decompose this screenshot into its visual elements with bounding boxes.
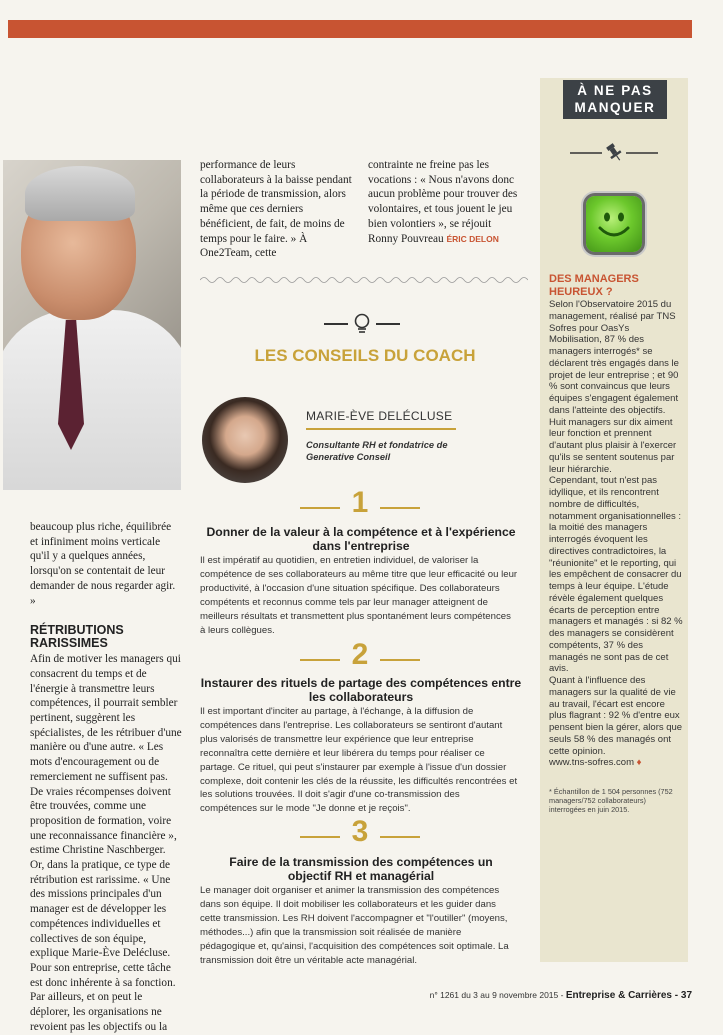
sidebar-tag-line1: À NE PAS: [577, 83, 653, 98]
section-1-rule-right: [380, 507, 420, 509]
sidebar-paragraph-1: Selon l'Observatoire 2015 du management, réalisé par TNS Sofres pour OasYs Mobilisation, 87 % des managers interrogés* se déclarent très engagés dans le projet de leur entreprise ; et 90 % sont convaincus que leurs équipes s'engagent également dans l'atteinte des objectifs.: [549, 299, 679, 416]
section-2-rule-left: [300, 659, 340, 661]
manager-photo: [3, 160, 181, 490]
section-3-body: Le manager doit organiser et animer la transmission des compétences dans son équipe. Il doit mobiliser les collaborateurs et les guider dans cette transmission. Les RH doivent l'accompagner et "l'outiller" (moyens, méthodes...) afin que la transmission soit réalisée de manière pédagogique et, qu'ainsi, l'acquisition des compétences soit optimale. La transmission doit être un véritable acte managérial.: [200, 885, 509, 966]
section-3-rule-right: [380, 836, 420, 838]
wavy-divider: [200, 274, 528, 286]
coach-name: MARIE-ÈVE DELÉCLUSE: [306, 409, 453, 423]
section-2-body: Il est important d'inciter au partage, à l'échange, à la diffusion de compétences dans l'entreprise. Les collaborateurs se sentiront d'autant plus valorisés de transmettre leur expérience que leur entreprise reconnaîtra cette dernière et leur libérera du temps pour réaliser ce partage. Ce rituel, qui peut s'instaurer par exemple à l'issue d'un dossier complexe, doit contenir les clés de la réussite, les difficultés rencontrées et les solutions trouvées. Il doit s'agir d'une co-transmission des compétences sur le mode "Je donne et je reçois".: [200, 706, 518, 815]
sidebar-heading: DES MANAGERS HEUREUX ?: [549, 273, 639, 298]
sidebar-link[interactable]: www.tns-sofres.com: [549, 757, 634, 769]
sidebar-tag: [563, 80, 667, 119]
section-1-number: 1: [351, 486, 369, 519]
footer-brand: Entreprise & Carrières - 37: [565, 990, 692, 1001]
coach-portrait: [202, 397, 288, 483]
coach-role: Consultante RH et fondatrice de Generative Conseil: [306, 440, 448, 462]
left-intro: beaucoup plus riche, équilibrée et infiniment moins verticale qu'il y a quelques années, lorsqu'on se contentait de leur demander de nous regarder agir. »: [30, 521, 176, 607]
section-1-body: Il est impératif au quotidien, en entretien individuel, de valoriser la compétence de ses collaborateurs au même titre que leur efficacité ou leur productivité, à l'occasion d'une situation spécifique. Des collaborateurs compétents et reconnus comme tels par leur manager atteignent de meilleurs résultats et transmettent plus spontanément leurs compétences à leurs collègues.: [200, 555, 518, 636]
author-byline: ÉRIC DELON: [446, 233, 499, 244]
sidebar-tag-line2: MANQUER: [574, 100, 656, 115]
left-heading: RÉTRIBUTIONS RARISSIMES: [30, 623, 124, 651]
section-3-number: 3: [351, 815, 369, 848]
top-column-2: [368, 158, 520, 246]
top-color-bar: [8, 20, 692, 38]
section-2-title: Instaurer des rituels de partage des compétences entre les collaborateurs: [200, 676, 522, 704]
page-footer: [420, 990, 692, 1001]
sidebar-body: Selon l'Observatoire 2015 du management, réalisé par TNS Sofres pour OasYs Mobilisation, 87 % des managers interrogés* se déclarent très engagés dans le projet de leur entreprise ; et 90 % sont convaincus que leurs équipes s'engagent également dans l'atteinte des objectifs. Huit managers sur dix aiment leur fonction et prennent d'autant plus plaisir à l'exercer qu'ils se sentent soutenus par leur hiérarchie. Cependant, tout n'est pas idyllique, et ils rencontrent nombre de difficultés, notamment organisationnelles : la moitié des managers interrogés évoquent les directives contradictoires, la "réunionite" et le reporting, qui les empêchent de consacrer du temps à leur équipe. L'étude révèle également quelques écarts de perception entre managers et managés : si 82 % des managers se considèrent compétents, 37 % des managés ne sont pas de cet avis. Quant à l'influence des managers sur la qualité de vie au travail, l'écart est encore plus flagrant : 92 % d'entre eux pensent bien la gérer, alors que seuls 58 % des managés ont cette opinion. www.tns-sofres.com ♦: [549, 299, 683, 769]
section-3-rule-left: [300, 836, 340, 838]
left-column: [30, 520, 182, 1035]
footer-issue: n° 1261 du 3 au 9 novembre 2015 -: [429, 990, 564, 1000]
coach-title: LES CONSEILS DU COACH: [254, 346, 476, 365]
section-2-rule-right: [380, 659, 420, 661]
coach-name-underline: [306, 428, 456, 430]
pushpin-icon: [566, 142, 662, 162]
smiley-icon: [586, 196, 642, 252]
top-column-2-text: contrainte ne freine pas les vocations : « Nous n'avons donc aucun problème pour trouver des volontaires, et tous jouent le jeu bien volontiers », se réjouit Ronny Pouvreau: [368, 159, 518, 245]
sidebar-paragraph-2: Huit managers sur dix aiment leur fonction et prennent d'autant plus plaisir à l'exercer qu'ils se sentent soutenus par leur hiérarchie.: [549, 416, 677, 475]
top-column-1: performance de leurs collaborateurs à la baisse pendant la période de transmission, alors même que ces derniers bénéficient, de fait, de moins de temps pour le faire. » À One2Team, cette: [200, 159, 352, 260]
section-1-rule-left: [300, 507, 340, 509]
section-3-title: Faire de la transmission des compétences un objectif RH et managérial: [229, 855, 493, 883]
sidebar-paragraph-3: Cependant, tout n'est pas idyllique, et ils rencontrent nombre de difficultés, notamment organisationnelles : la moitié des managers interrogés évoquent les directives contradictoires, la "réunionite" et le reporting, qui les empêchent de consacrer du temps à leur équipe. L'étude révèle également quelques écarts de perception entre managers et managés : si 82 % des managers se considèrent compétents, 37 % des managés ne sont pas de cet avis.: [549, 475, 683, 675]
lightbulb-icon: [318, 312, 406, 336]
section-1-title: Donner de la valeur à la compétence et à l'expérience dans l'entreprise: [206, 525, 516, 553]
section-2-number: 2: [351, 638, 369, 671]
sidebar-footnote: * Échantillon de 1 504 personnes (752 managers/752 collaborateurs) interrogées en juin 2015.: [549, 787, 673, 814]
left-body: Afin de motiver les managers qui consacrent du temps et de l'énergie à transmettre leurs compétences, il pourrait sembler pertinent, suggèrent les spécialistes, de les rétribuer d'une manière ou d'une autre. « Les mots d'encouragement ou de remerciement ne suffisent pas. De vraies récompenses doivent être trouvées, comme une proposition de formation, voire une reconnaissance financière », estime Christine Naschberger. Or, dans la pratique, ce type de rétribution est rarissime. « Une des missions principales d'un manager est de développer les compétences individuelles et collectives de son équipe, explique Marie-Ève Delécluse. Pour son entreprise, cette tâche est donc inhérente à sa fonction. Par ailleurs, et on peut le déplorer, les organisations ne revoient pas les objectifs ou la: [30, 653, 182, 1033]
sidebar-paragraph-4: Quant à l'influence des managers sur la qualité de vie au travail, l'écart est encore plus flagrant : 92 % d'entre eux pensent bien la gérer, alors que seuls 58 % des managés ont cette opinion.: [549, 675, 683, 757]
